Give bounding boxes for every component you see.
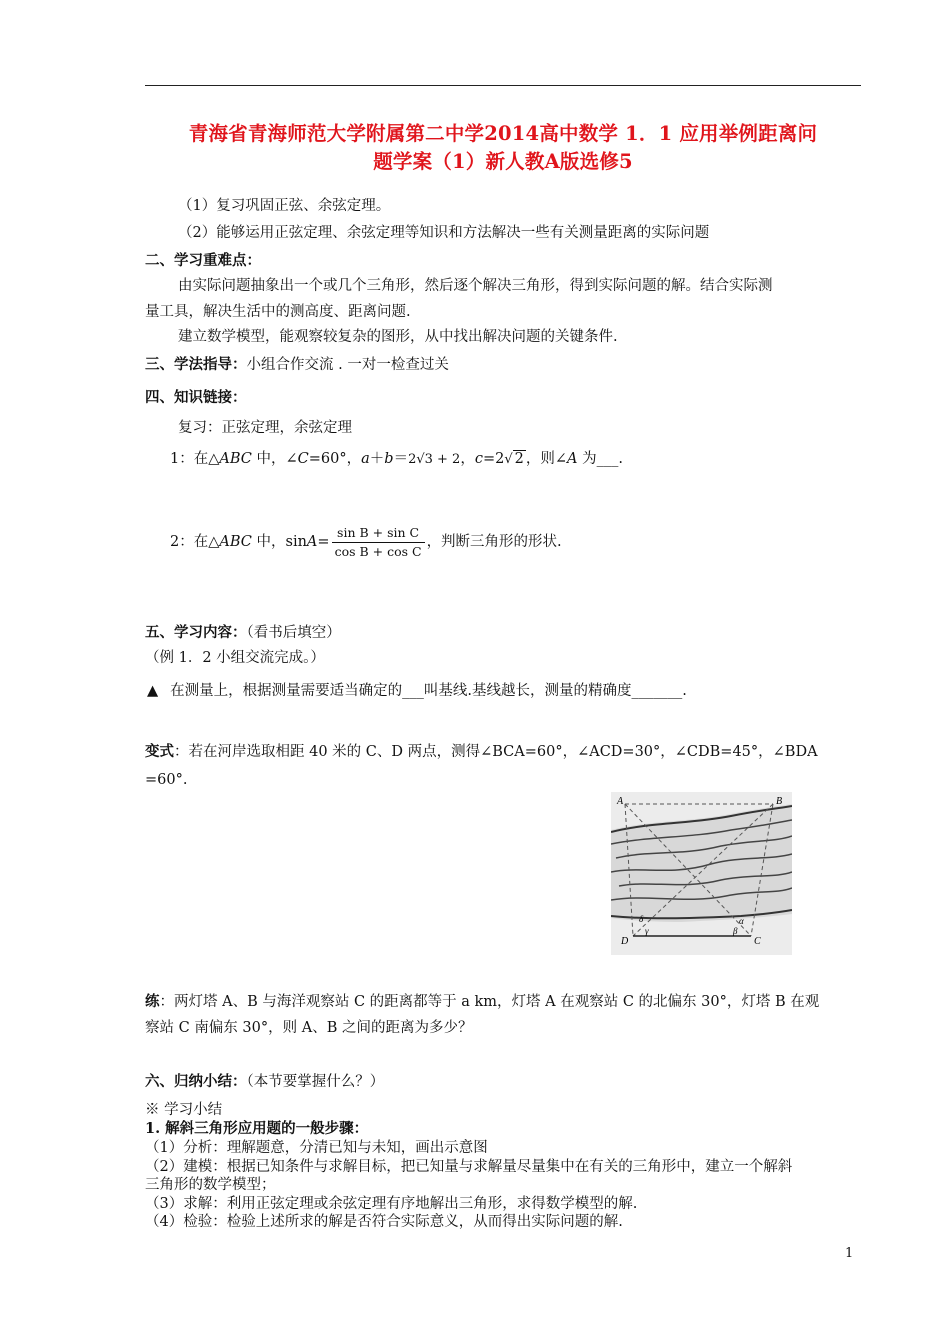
q1-sqrt-symbol: √: [504, 452, 513, 467]
q2-tail: ，判断三角形的形状.: [426, 534, 562, 550]
q2-fraction: [332, 524, 425, 561]
goal-2: （2）能够运用正弦定理、余弦定理等知识和方法解决一些有关测量距离的实际问题: [178, 225, 710, 241]
q1-b: b: [384, 451, 394, 467]
label-d: D: [621, 936, 629, 947]
variant-text-1: ：若在河岸选取相距 40 米的 C、D 两点，测得∠BCA=60°，∠ACD=30°，∠CDB=45°，∠BDA: [174, 744, 818, 760]
triangle-bullet-icon: ▲: [147, 683, 159, 699]
practice-line-1: [145, 992, 819, 1012]
document-title: [145, 120, 861, 176]
section-4-review: 复习：正弦定理，余弦定理: [178, 420, 352, 436]
label-beta: β: [733, 926, 738, 936]
section-5-heading: 五、学习内容：: [145, 624, 247, 641]
practice-text-1: ：两灯塔 A、B 与海洋观察站 C 的距离都等于 a km，灯塔 A 在观察站 C 的北偏东 30°，灯塔 B 在观: [159, 994, 820, 1010]
label-c: C: [754, 936, 761, 947]
label-b: B: [776, 796, 783, 807]
header-rule: [145, 85, 861, 86]
variant-label: 变式: [145, 743, 174, 760]
q1-eq2: ＝: [393, 451, 409, 467]
fill-in-text: 在测量上，根据测量需要适当确定的___叫基线.基线越长，测量的精确度_______.: [170, 683, 687, 699]
q2-numerator: sin B + sin C: [332, 524, 425, 543]
step-3: （3）求解：利用正弦定理或余弦定理有序地解出三角形，求得数学模型的解.: [145, 1196, 638, 1212]
section-4-heading: 四、知识链接：: [145, 389, 247, 406]
section-3: [145, 355, 449, 375]
title-line-2: 题学案（1）新人教A版选修5: [373, 150, 633, 173]
step-1: （1）分析：理解题意，分清已知与未知，画出示意图: [145, 1140, 488, 1156]
q2-a: A: [306, 534, 318, 550]
section-3-heading: 三、学法指导：: [145, 356, 247, 373]
q2-eq: =: [317, 534, 330, 550]
summary-title: ※ 学习小结: [145, 1102, 223, 1118]
practice-line-2: 察站 C 南偏东 30°，则 A、B 之间的距离为多少？: [145, 1020, 473, 1036]
q1-eq3: =2: [482, 451, 505, 467]
step-4: （4）检验：检验上述所求的解是否符合实际意义，从而得出实际问题的解.: [145, 1214, 623, 1230]
q1-a: a: [361, 451, 370, 467]
section-2-heading: 二、学习重难点：: [145, 252, 261, 269]
q2-prefix: 2：在△: [170, 534, 220, 550]
example-note: （例 1．2 小组交流完成。）: [145, 650, 325, 666]
q1-prefix: 1：在△: [170, 451, 220, 467]
q2-mid: 中，sin: [251, 534, 307, 550]
section-6-heading: 六、归纳小结：: [145, 1073, 247, 1090]
q1-c: C: [297, 451, 309, 467]
q1-tail: ，则∠: [525, 451, 568, 467]
step-2a: （2）建模：根据已知条件与求解目标，把已知量与求解量尽量集中在有关的三角形中，建立一个解斜: [145, 1159, 793, 1175]
label-alpha: α: [739, 916, 744, 926]
section-6-heading-line: [145, 1072, 384, 1092]
question-1: [170, 449, 623, 470]
q1-comma: ，: [460, 451, 475, 467]
section-2-para-1a: 由实际问题抽象出一个或几个三角形，然后逐个解决三角形，得到实际问题的解。结合实际测: [178, 278, 773, 294]
q1-eq1: =60°，: [308, 451, 362, 467]
label-a: A: [617, 796, 624, 807]
step-2b: 三角形的数学模型；: [145, 1177, 276, 1193]
question-2: [170, 520, 562, 564]
q1-abc: ABC: [219, 451, 252, 467]
section-3-text: 小组合作交流 . 一对一检查过关: [246, 357, 449, 373]
label-gamma: γ: [645, 926, 649, 936]
practice-label: 练: [145, 993, 160, 1010]
section-6-heading-note: （本节要掌握什么？）: [246, 1074, 385, 1090]
q1-sqrt-value: 2: [514, 451, 524, 467]
river-figure: [611, 792, 792, 955]
q1-plus: ＋: [369, 451, 385, 467]
section-2-para-2: 建立数学模型，能观察较复杂的图形，从中找出解决问题的关键条件.: [178, 329, 618, 345]
section-5-heading-note: （看书后填空）: [246, 625, 341, 641]
steps-title: 1. 解斜三角形应用题的一般步骤：: [145, 1120, 369, 1137]
variant-line-1: [145, 742, 818, 762]
label-delta: δ: [639, 914, 644, 924]
variant-line-2: =60°.: [145, 772, 188, 788]
q1-mid: 中，∠: [251, 451, 298, 467]
q1-angle-a: A: [567, 451, 578, 467]
fill-in-line: [147, 681, 687, 701]
q1-sum-value: 2√3 + 2: [408, 452, 461, 467]
q2-abc: ABC: [219, 534, 252, 550]
section-5-heading-line: [145, 623, 341, 643]
q1-c2: c: [474, 451, 483, 467]
section-2-para-1b: 量工具，解决生活中的测高度、距离问题.: [145, 304, 411, 320]
q2-denominator: cos B + cos C: [334, 543, 422, 559]
goal-1: （1）复习巩固正弦、余弦定理。: [178, 198, 391, 214]
page-number: 1: [845, 1246, 854, 1261]
q1-end: 为___.: [577, 451, 623, 467]
title-line-1: 青海省青海师范大学附属第二中学2014高中数学 1．1 应用举例距离问: [188, 122, 818, 145]
